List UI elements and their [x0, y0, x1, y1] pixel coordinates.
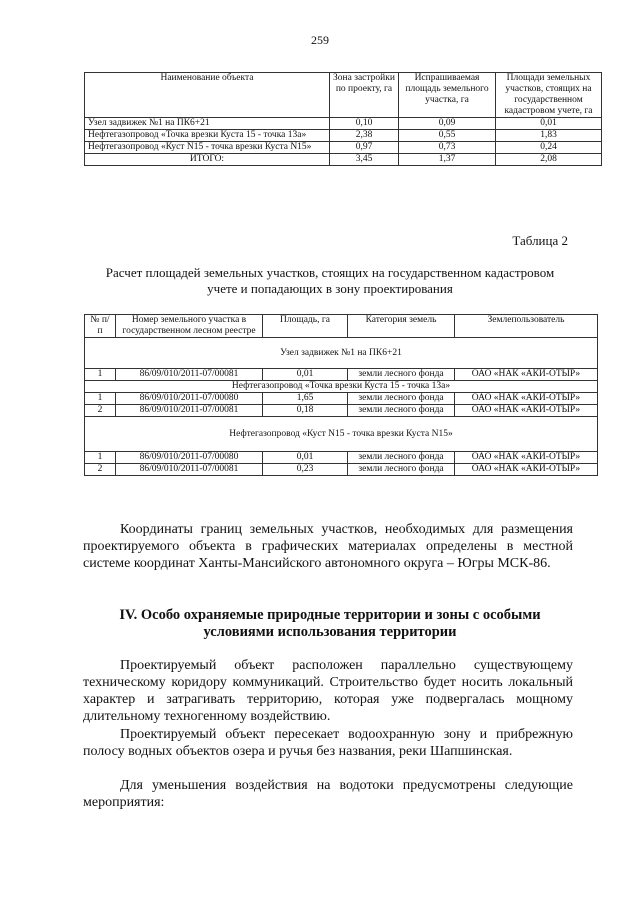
table-row	[85, 405, 598, 417]
table-cell: 86/09/010/2011-07/00081	[116, 464, 263, 476]
table-cell: 0,24	[496, 142, 602, 154]
body-paragraph: Проектируемый объект расположен параллельно существующему техническому коридору коммуникаций. Строительство будет носить локальный характер и затрагивать территорию, которая уже подвергалась мощному длительному техногенному воздействию.	[83, 658, 573, 724]
table-cell: 0,18	[263, 405, 348, 417]
column-header: Зона застройки по проекту, га	[330, 73, 399, 118]
column-header: Категория земель	[348, 315, 455, 338]
table-label: Таблица 2	[512, 233, 568, 248]
table-cell: 0,01	[496, 118, 602, 130]
table-cell: 0,10	[330, 118, 399, 130]
table-cell: 86/09/010/2011-07/00081	[116, 369, 263, 381]
table-row	[85, 130, 602, 142]
object-name: Нефтегазопровод «Точка врезки Куста 15 - точка 13а»	[85, 130, 330, 142]
table-cell: земли лесного фонда	[348, 369, 455, 381]
table-cell: 3,45	[330, 154, 399, 166]
table-cell: земли лесного фонда	[348, 405, 455, 417]
object-name: Узел задвижек №1 на ПК6+21	[85, 118, 330, 130]
table-cell: 2	[85, 405, 116, 417]
table-cell: ОАО «НАК «АКИ-ОТЫР»	[455, 452, 598, 464]
table-cell: 0,97	[330, 142, 399, 154]
table-cell: 2,08	[496, 154, 602, 166]
table-cell: ОАО «НАК «АКИ-ОТЫР»	[455, 405, 598, 417]
table-cell: 0,55	[399, 130, 496, 142]
group-title: Нефтегазопровод «Точка врезки Куста 15 - точка 13а»	[85, 381, 598, 393]
table-cell: 86/09/010/2011-07/00081	[116, 405, 263, 417]
table-row	[85, 142, 602, 154]
column-header: Наименование объекта	[85, 73, 330, 118]
column-header: Землепользователь	[455, 315, 598, 338]
column-header: Площадь, га	[263, 315, 348, 338]
table-title: Расчет площадей земельных участков, стоящих на государственном кадастровом учете и попадающих в зону проектирования	[105, 265, 555, 296]
table-cell: 0,73	[399, 142, 496, 154]
table-row	[85, 118, 602, 130]
table-header-row	[85, 73, 602, 118]
table-cell: 0,01	[263, 369, 348, 381]
table-cell: 0,01	[263, 452, 348, 464]
table-cell: 1	[85, 369, 116, 381]
column-header: Номер земельного участка в государственном лесном реестре	[116, 315, 263, 338]
group-title: Узел задвижек №1 на ПК6+21	[85, 338, 598, 369]
table-cell: 2,38	[330, 130, 399, 142]
total-row	[85, 154, 602, 166]
table-cell: 1	[85, 393, 116, 405]
group-row	[85, 381, 598, 393]
table-row	[85, 452, 598, 464]
summary-table	[84, 72, 602, 166]
table-cell: 86/09/010/2011-07/00080	[116, 452, 263, 464]
section-heading: IV. Особо охраняемые природные территории и зоны с особыми условиями использования территории	[119, 607, 541, 640]
table-cell: 1	[85, 452, 116, 464]
table-row	[85, 393, 598, 405]
column-header: Площади земельных участков, стоящих на государственном кадастровом учете, га	[496, 73, 602, 118]
table-cell: 2	[85, 464, 116, 476]
total-label: ИТОГО:	[85, 154, 330, 166]
table-cell: земли лесного фонда	[348, 464, 455, 476]
coordinates-paragraph: Координаты границ земельных участков, необходимых для размещения проектируемого объекта в графических материалах определены в местной системе координат Ханты-Мансийского автономного округа – Югры МСК-86.	[83, 522, 573, 571]
table-header-row	[85, 315, 598, 338]
page-number: 259	[311, 33, 329, 47]
table-cell: земли лесного фонда	[348, 452, 455, 464]
group-row	[85, 417, 598, 452]
column-header: Испрашиваемая площадь земельного участка, га	[399, 73, 496, 118]
table-cell: 86/09/010/2011-07/00080	[116, 393, 263, 405]
table-cell: 1,65	[263, 393, 348, 405]
table-cell: земли лесного фонда	[348, 393, 455, 405]
table-cell: ОАО «НАК «АКИ-ОТЫР»	[455, 464, 598, 476]
table-cell: 0,23	[263, 464, 348, 476]
column-header: № п/п	[85, 315, 116, 338]
land-plots-table	[84, 314, 598, 476]
object-name: Нефтегазопровод «Куст N15 - точка врезки Куста N15»	[85, 142, 330, 154]
table-cell: 1,83	[496, 130, 602, 142]
body-paragraph: Проектируемый объект пересекает водоохранную зону и прибрежную полосу водных объектов озера и ручья без названия, реки Шапшинская.	[83, 727, 573, 759]
table-cell: ОАО «НАК «АКИ-ОТЫР»	[455, 393, 598, 405]
table-row	[85, 464, 598, 476]
group-title: Нефтегазопровод «Куст N15 - точка врезки Куста N15»	[85, 417, 598, 452]
table-row	[85, 369, 598, 381]
table-cell: 0,09	[399, 118, 496, 130]
body-paragraph: Для уменьшения воздействия на водотоки предусмотрены следующие мероприятия:	[83, 778, 573, 810]
table-cell: ОАО «НАК «АКИ-ОТЫР»	[455, 369, 598, 381]
table-cell: 1,37	[399, 154, 496, 166]
group-row	[85, 338, 598, 369]
